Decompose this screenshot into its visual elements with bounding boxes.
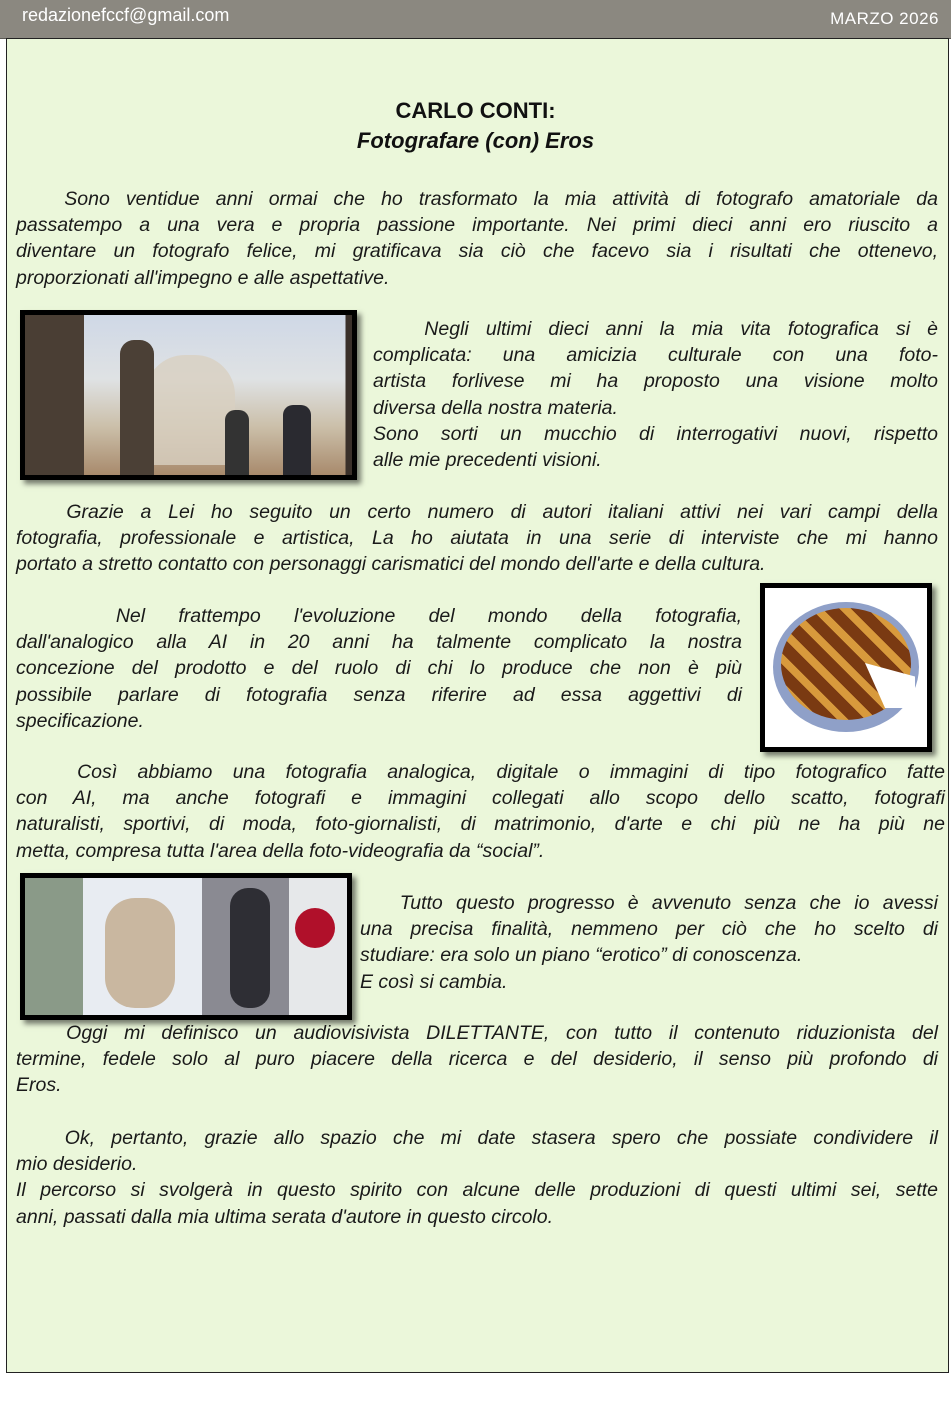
text-line: termine, fedele solo al puro piacere della ricerca e del desiderio, il senso più profondo di <box>16 1048 938 1071</box>
text-line: Ok, pertanto, grazie allo spazio che mi date stasera spero che possiate condividere il <box>16 1127 938 1149</box>
text-line: Tutto questo progresso è avvenuto senza che io avessi <box>360 892 938 914</box>
header-bar <box>0 0 951 39</box>
text-line: dall'analogico alla AI in 20 anni ha talmente complicato la nostra <box>16 631 742 654</box>
text-line: Grazie a Lei ho seguito un certo numero di autori italiani attivi nei vari campi della <box>16 501 938 523</box>
text-line: Il percorso si svolgerà in questo spirito con alcune delle produzioni di questi ultimi sei, sette <box>16 1179 938 1202</box>
text-line: passatempo a una vera e propria passione importante. Nei primi dieci anni ero riuscito a <box>16 214 938 237</box>
text-line: naturalisti, sportivi, di moda, foto-giornalisti, di matrimonio, d'arte e chi più ne ha più ne <box>16 813 945 836</box>
paragraph <box>16 1125 938 1230</box>
text-line: specificazione. <box>16 709 144 732</box>
text-line: fotografia, professionale e artistica, La ho aiutata in una serie di interviste che mi hanno <box>16 527 938 550</box>
issue-date: MARZO 2026 <box>830 9 939 28</box>
article-title: CARLO CONTI: <box>395 98 556 123</box>
text-line: Così abbiamo una fotografia analogica, digitale o immagini di tipo fotografico fatte <box>16 761 945 783</box>
text-line: Sono sorti un mucchio di interrogativi nuovi, rispetto <box>373 422 938 445</box>
text-line: complicata: una amicizia culturale con una foto- <box>373 344 938 367</box>
contact-email: redazionefccf@gmail.com <box>22 5 230 25</box>
text-line: metta, compresa tutta l'area della foto-videografia da “social”. <box>16 839 545 862</box>
photo-statue-window <box>20 310 357 480</box>
paragraph <box>360 890 938 995</box>
text-line: Sono ventidue anni ormai che ho trasformato la mia attività di fotografo amatoriale da <box>16 188 938 210</box>
text-line: anni, passati dalla mia ultima serata d'autore in questo circolo. <box>16 1205 554 1228</box>
paragraph <box>16 186 938 291</box>
paragraph <box>16 603 742 734</box>
article-subtitle: Fotografare (con) Eros <box>356 128 595 153</box>
text-line: diversa della nostra materia. <box>373 396 618 419</box>
paragraph <box>16 499 938 578</box>
photo-tart <box>760 583 932 752</box>
text-line: con AI, ma anche fotografi e immagini collegati allo scopo dello scatto, fotografi <box>16 787 945 810</box>
text-line: concezione del prodotto e del ruolo di chi lo produce che non è più <box>16 657 742 680</box>
text-line: una precisa finalità, nemmeno per ciò che ho scelto di <box>360 918 938 941</box>
text-line: Negli ultimi dieci anni la mia vita fotografica si è <box>373 318 938 340</box>
paragraph <box>16 759 945 864</box>
text-line: E così si cambia. <box>360 970 508 993</box>
text-line: portato a stretto contatto con personaggi carismatici del mondo dell'arte e della cultura. <box>16 553 766 576</box>
text-line: studiare: era solo un piano “erotico” di conoscenza. <box>360 944 803 967</box>
text-line: alle mie precedenti visioni. <box>373 448 602 471</box>
text-line: Oggi mi definisco un audiovisivista DILETTANTE, con tutto il contenuto riduzionista del <box>16 1022 938 1044</box>
text-line: mio desiderio. <box>16 1153 138 1176</box>
paragraph <box>16 1020 938 1099</box>
text-line: proporzionati all'impegno e alle aspettative. <box>16 266 390 289</box>
text-line: possibile parlare di fotografia senza riferire ad essa aggettivi di <box>16 683 742 706</box>
text-line: diventare un fotografo felice, mi gratificava sia ciò che facevo sia i risultati che ottenevo, <box>16 240 938 263</box>
paragraph <box>373 316 938 473</box>
text-line: Nel frattempo l'evoluzione del mondo della fotografia, <box>16 605 742 627</box>
photo-collage-eros <box>20 873 352 1020</box>
text-line: Eros. <box>16 1074 62 1097</box>
text-line: artista forlivese mi ha proposto una visione molto <box>373 370 938 393</box>
